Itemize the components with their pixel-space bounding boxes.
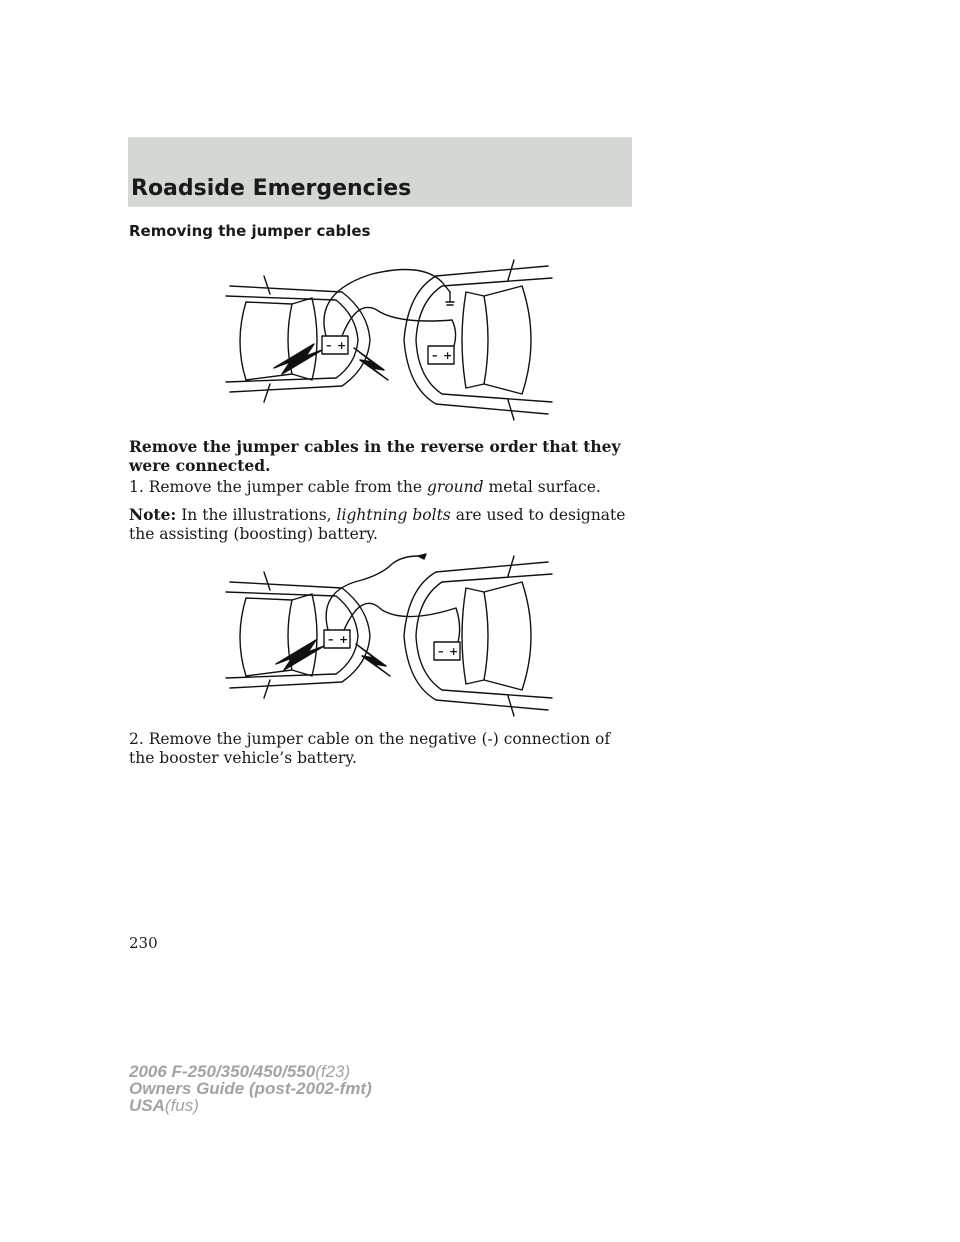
loose-clamp-icon [418, 554, 426, 559]
right-vehicle-mirrors [508, 260, 514, 420]
left-battery-minus: – [328, 633, 334, 646]
footer-line-2 [129, 1080, 372, 1097]
jumper-cable-illustration-1 [222, 252, 554, 424]
footer-market-code: (fus) [164, 1096, 199, 1115]
left-battery-plus: + [337, 339, 347, 352]
footer-line-3 [129, 1097, 372, 1114]
step-1-emphasis: ground [427, 478, 484, 496]
ground-clamp-icon [446, 292, 454, 305]
footer-market: USA [129, 1096, 165, 1115]
note-emphasis: lightning bolts [336, 506, 451, 524]
jumper-cable-illustration-2 [222, 548, 554, 720]
footer-guide-name: Owners Guide (post-2002-fmt) [129, 1079, 372, 1098]
right-vehicle-windshield [484, 286, 531, 394]
right-vehicle-body [404, 266, 548, 414]
step-2-text: 2. Remove the jumper cable on the negative (-) connection of the booster vehicle’s battery. [129, 730, 611, 767]
page-number: 230 [129, 934, 158, 952]
note-label: Note: [129, 505, 177, 524]
lightning-bolt-icon-right [356, 644, 390, 676]
footer-line-1 [129, 1063, 372, 1080]
left-vehicle-cowl [292, 298, 317, 380]
subheading-removing-jumper-cables: Removing the jumper cables [129, 222, 371, 240]
step-1-before: 1. Remove the jumper cable from the [129, 478, 423, 496]
step-1-after: metal surface. [488, 478, 601, 496]
instruction-reverse-order: Remove the jumper cables in the reverse order that they were connected. [129, 437, 621, 475]
right-vehicle-cowl [462, 292, 484, 388]
section-title: Roadside Emergencies [131, 176, 412, 201]
right-vehicle-windshield [484, 582, 531, 690]
footer-model: 2006 F-250/350/450/550 [129, 1062, 316, 1081]
left-vehicle-windshield [240, 302, 292, 380]
note-text [129, 505, 629, 544]
footer-model-code: (f23) [315, 1062, 351, 1081]
left-vehicle-mirrors [264, 276, 270, 402]
lightning-bolt-icon-right [354, 348, 388, 380]
left-vehicle-mirrors [264, 572, 270, 698]
step-1-text [129, 478, 629, 497]
left-vehicle-windshield [240, 598, 292, 676]
left-battery-plus: + [339, 633, 349, 646]
right-vehicle-mirrors [508, 556, 514, 716]
jumper-cable-loose [326, 556, 418, 630]
right-vehicle-body [404, 562, 548, 710]
left-battery-minus: – [326, 339, 332, 352]
right-battery-minus: – [432, 349, 438, 362]
right-battery-minus: – [438, 645, 444, 658]
note-after: are used to designate the assisting (boosting) battery. [129, 506, 626, 543]
right-vehicle-cowl [462, 588, 484, 684]
right-battery-plus: + [443, 349, 453, 362]
right-battery-plus: + [449, 645, 459, 658]
document-footer [129, 1063, 372, 1114]
note-before: In the illustrations, [181, 506, 332, 524]
jumper-cable-positive [342, 307, 456, 346]
